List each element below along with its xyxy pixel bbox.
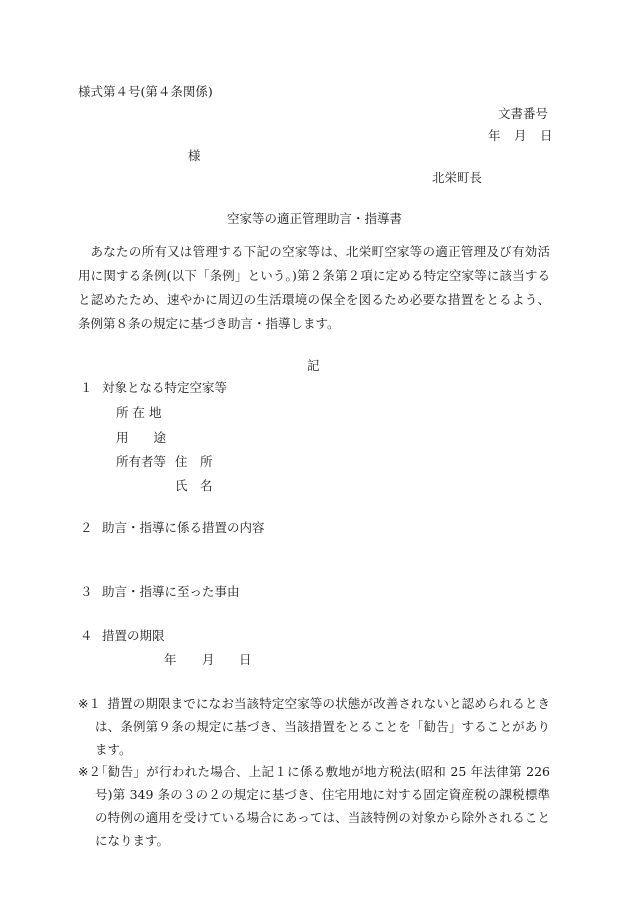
note-1 bbox=[78, 692, 550, 761]
intro-text: あなたの所有又は管理する下記の空家等は、北栄町空家等の適正管理及び有効活用に関する条例(以下「条例」という。)第２条第２項に定める特定空家等に該当すると認めたため、速やかに周辺の生活環境の保全を図るため必要な措置をとるよう、条例第８条の規定に基づき助言・指導します。 bbox=[78, 244, 550, 331]
note-2 bbox=[78, 760, 550, 852]
note-2-text bbox=[78, 760, 550, 852]
item-3-number: ３ bbox=[80, 584, 93, 599]
note-2-mark: ※２ bbox=[78, 764, 101, 779]
field-owner-label: 所有者等 bbox=[116, 454, 167, 469]
item-1-title: 対象となる特定空家等 bbox=[102, 380, 228, 395]
field-name-label: 氏 名 bbox=[175, 478, 213, 493]
note-1-mark: ※１ bbox=[78, 696, 101, 711]
issuer-title: 北栄町長 bbox=[432, 170, 483, 185]
intro-paragraph bbox=[78, 240, 550, 336]
form-number: 様式第４号(第４条関係) bbox=[78, 84, 213, 99]
item-3-title: 助言・指導に至った事由 bbox=[102, 584, 240, 599]
document-title: 空家等の適正管理助言・指導書 bbox=[227, 211, 403, 226]
field-use-label: 用 途 bbox=[116, 430, 167, 445]
date-month-label: 月 bbox=[514, 128, 527, 143]
deadline-year-label: 年 bbox=[164, 652, 177, 667]
note-2-text-content: 「勧告」が行われた場合、上記１に係る敷地が地方税法(昭和 25 年法律第 226 号)第 349 条の３の２の規定に基づき、住宅用地に対する固定資産税の課税標準の特例の適用を受けている場合にあっては、当該特例の対象から除外されることになります。 bbox=[95, 764, 550, 848]
field-location-label: 所 在 地 bbox=[116, 405, 162, 420]
document-number-label: 文書番号 bbox=[498, 106, 549, 121]
date-day-label: 日 bbox=[540, 128, 553, 143]
note-1-text bbox=[78, 692, 550, 761]
item-4-title: 措置の期限 bbox=[102, 628, 165, 643]
deadline-month-label: 月 bbox=[202, 652, 215, 667]
item-2-number: ２ bbox=[80, 520, 93, 535]
note-1-text-content: 措置の期限までになお当該特定空家等の状態が改善されないと認められるときは、条例第９条の規定に基づき、当該措置をとることを「勧告」することがあります。 bbox=[95, 696, 550, 757]
item-2-title: 助言・指導に係る措置の内容 bbox=[102, 520, 265, 535]
item-1-number: １ bbox=[80, 380, 93, 395]
deadline-day-label: 日 bbox=[239, 652, 252, 667]
addressee-suffix: 様 bbox=[188, 148, 201, 163]
item-4-number: ４ bbox=[80, 628, 93, 643]
field-address-label: 住 所 bbox=[175, 454, 213, 469]
date-year-label: 年 bbox=[488, 128, 501, 143]
ki-heading: 記 bbox=[307, 358, 320, 373]
